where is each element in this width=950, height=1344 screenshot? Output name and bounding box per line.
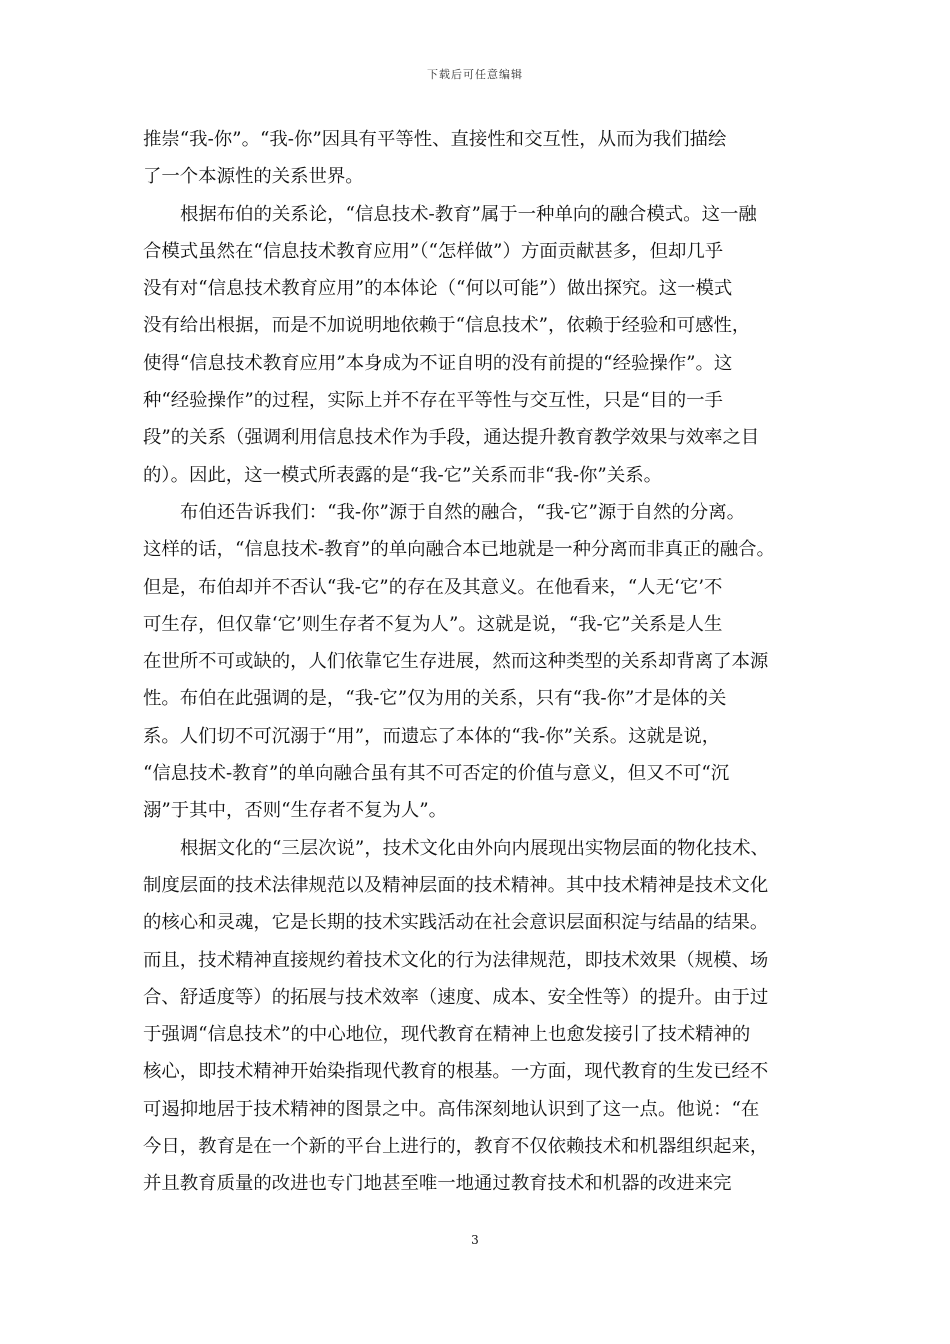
paragraph-start-line: 根据文化的“三层次说”，技术文化由外向内展现出实物层面的物化技术、 <box>180 837 769 859</box>
text-line: 可生存，但仅靠‘它’则生存者不复为人”。这就是说，“我-它”关系是人生 <box>143 613 723 635</box>
text-line: 制度层面的技术法律规范以及精神层面的技术精神。其中技术精神是技术文化 <box>143 874 769 896</box>
text-line: “信息技术-教育”的单向融合虽有其不可否定的价值与意义，但又不可“沉 <box>143 763 730 785</box>
page-number: 3 <box>471 1233 479 1247</box>
text-line: 于强调“信息技术”的中心地位，现代教育在精神上也愈发接引了技术精神的 <box>143 1024 751 1046</box>
text-line: 但是，布伯却并不否认“我-它”的存在及其意义。在他看来，“人无‘它’不 <box>143 576 723 598</box>
text-line: 合模式虽然在“信息技术教育应用”（“怎样做”）方面贡献甚多，但却几乎 <box>143 240 724 262</box>
paragraph-start-line: 根据布伯的关系论，“信息技术-教育”属于一种单向的融合模式。这一融 <box>180 203 757 225</box>
text-line: 合、舒适度等）的拓展与技术效率（速度、成本、安全性等）的提升。由于过 <box>143 986 769 1008</box>
text-line: 系。人们切不可沉溺于“用”，而遗忘了本体的“我-你”关系。这就是说， <box>143 725 721 747</box>
text-line: 的）。因此，这一模式所表露的是“我-它”关系而非“我-你”关系。 <box>143 464 662 486</box>
text-line: 核心，即技术精神开始染指现代教育的根基。一方面，现代教育的生发已经不 <box>143 1061 769 1083</box>
text-line: 段”的关系（强调利用信息技术作为手段，通达提升教育教学效果与效率之目 <box>143 427 760 449</box>
text-line: 没有对“信息技术教育应用”的本体论（“何以可能”）做出探究。这一模式 <box>143 278 733 300</box>
text-line: 的核心和灵魂，它是长期的技术实践活动在社会意识层面积淀与结晶的结果。 <box>143 912 769 934</box>
text-line: 溺”于其中，否则“生存者不复为人”。 <box>143 800 448 822</box>
text-line: 这样的话，“信息技术-教育”的单向融合本已地就是一种分离而非真正的融合。 <box>143 539 775 561</box>
text-line: 性。布伯在此强调的是，“我-它”仅为用的关系，只有“我-你”才是体的关 <box>143 688 727 710</box>
text-line: 种“经验操作”的过程，实际上并不存在平等性与交互性，只是“目的一手 <box>143 390 723 412</box>
text-line: 没有给出根据，而是不加说明地依赖于“信息技术”，依赖于经验和可感性， <box>143 315 751 337</box>
text-line: 使得“信息技术教育应用”本身成为不证自明的没有前提的“经验操作”。这 <box>143 352 733 374</box>
text-line: 了一个本源性的关系世界。 <box>143 166 364 188</box>
text-line: 在世所不可或缺的，人们依靠它生存进展，然而这种类型的关系却背离了本源 <box>143 651 769 673</box>
page-header: 下载后可任意编辑 <box>427 68 523 81</box>
text-line: 推崇“我-你”。“我-你”因具有平等性、直接性和交互性，从而为我们描绘 <box>143 129 727 150</box>
text-line: 而且，技术精神直接规约着技术文化的行为法律规范，即技术效果（规模、场 <box>143 949 769 971</box>
text-line: 可遏抑地居于技术精神的图景之中。高伟深刻地认识到了这一点。他说：“在 <box>143 1098 760 1120</box>
document-body <box>143 121 809 1203</box>
text-line: 今日，教育是在一个新的平台上进行的，教育不仅依赖技术和机器组织起来， <box>143 1136 769 1158</box>
paragraph-start-line: 布伯还告诉我们：“我-你”源于自然的融合，“我-它”源于自然的分离。 <box>180 501 745 523</box>
text-line: 并且教育质量的改进也专门地甚至唯一地通过教育技术和机器的改进来完 <box>143 1173 732 1195</box>
